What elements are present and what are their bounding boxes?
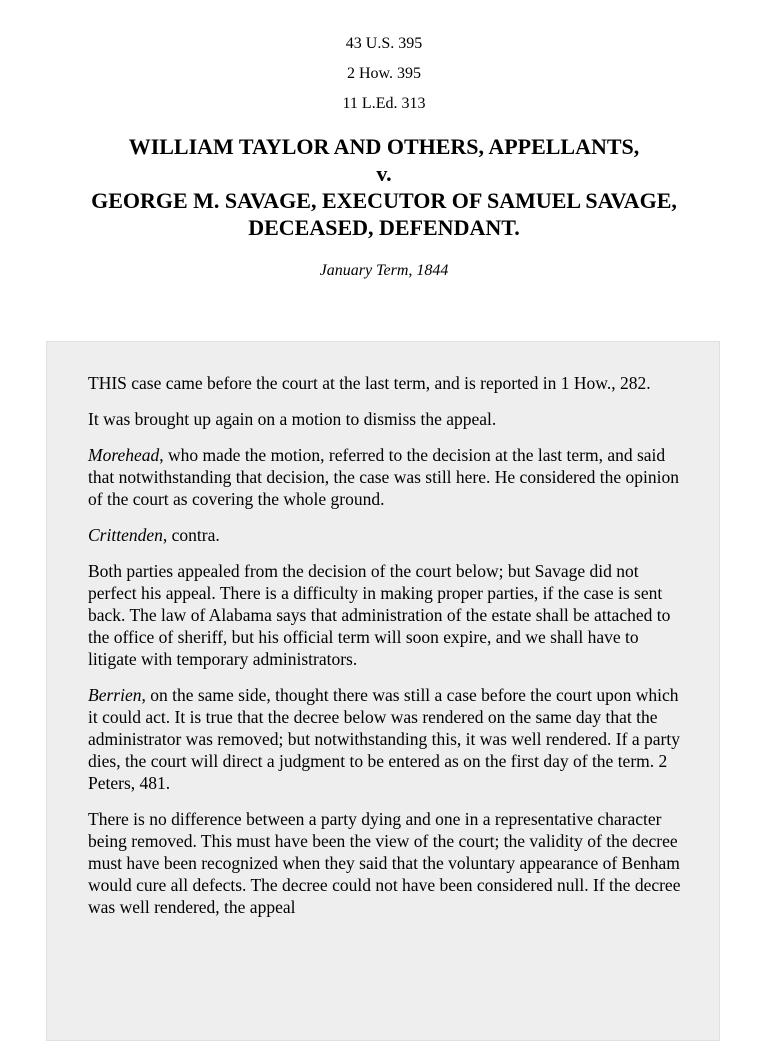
citation-us: 43 U.S. 395: [345, 35, 423, 52]
paragraph-4-lead: Crittenden: [88, 525, 163, 545]
citation-led: 11 L.Ed. 313: [342, 95, 426, 112]
document-header: [0, 34, 768, 281]
term-date: January Term, 1844: [319, 262, 449, 279]
opinion-content-panel: [46, 341, 720, 1041]
case-title-line-2: v.: [376, 161, 392, 186]
paragraph-6-lead: Berrien: [88, 685, 142, 705]
paragraph-1-text: THIS case came before the court at the last term, and is reported in 1 How., 282.: [88, 373, 651, 393]
paragraph-2: [88, 408, 688, 430]
citation-how: 2 How. 395: [346, 65, 422, 82]
paragraph-5: [88, 560, 688, 670]
paragraph-3-lead: Morehead: [88, 445, 160, 465]
case-title-line-1: WILLIAM TAYLOR AND OTHERS, APPELLANTS,: [128, 134, 640, 159]
paragraph-1: [88, 372, 688, 394]
paragraph-3: [88, 444, 688, 510]
case-title-line-4: DECEASED, DEFENDANT.: [248, 215, 520, 240]
opinion-text: [88, 372, 688, 932]
case-title-line-3: GEORGE M. SAVAGE, EXECUTOR OF SAMUEL SAVAGE,: [91, 188, 677, 213]
case-title: [64, 133, 704, 241]
paragraph-2-text: It was brought up again on a motion to dismiss the appeal.: [88, 409, 497, 429]
paragraph-4-text: , contra.: [162, 525, 220, 545]
paragraph-3-text: , who made the motion, referred to the decision at the last term, and said that notwithstanding that decision, the case was still here. He considered the opinion of the court as covering the whole ground.: [88, 445, 679, 509]
paragraph-6: [88, 684, 688, 794]
paragraph-7-text: There is no difference between a party dying and one in a representative character being removed. This must have been the view of the court; the validity of the decree must have been recognized when they said that the voluntary appearance of Benham would cure all defects. The decree could not have been considered null. If the decree was well rendered, the appeal: [88, 809, 681, 917]
paragraph-6-text: , on the same side, thought there was still a case before the court upon which it could act. It is true that the decree below was rendered on the same day that the administrator was removed; but notwithstanding this, it was well rendered. If a party dies, the court will direct a judgment to be entered as on the first day of the term. 2 Peters, 481.: [88, 685, 680, 793]
paragraph-5-text: Both parties appealed from the decision of the court below; but Savage did not perfect his appeal. There is a difficulty in making proper parties, if the case is sent back. The law of Alabama says that administration of the estate shall be attached to the office of sheriff, but his official term will soon expire, and we shall have to litigate with temporary administrators.: [88, 561, 671, 669]
paragraph-4: [88, 524, 688, 546]
paragraph-7: [88, 808, 688, 918]
